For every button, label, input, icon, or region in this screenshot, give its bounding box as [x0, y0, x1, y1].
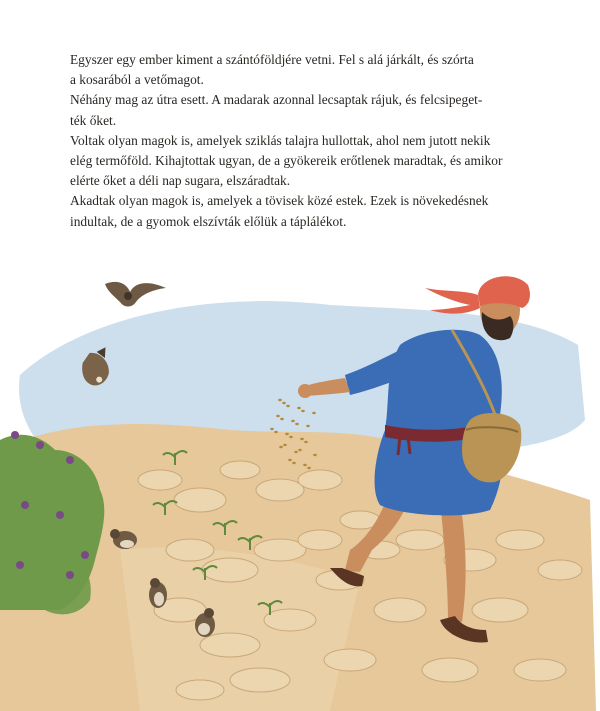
seed — [312, 412, 316, 414]
rock — [230, 668, 290, 692]
seed — [307, 467, 311, 469]
seed — [291, 420, 295, 422]
rock — [264, 609, 316, 631]
seed — [282, 402, 286, 404]
seed — [301, 410, 305, 412]
seed — [292, 462, 296, 464]
seed — [304, 441, 308, 443]
text-line: Néhány mag az útra esett. A madarak azonnal lecsaptak rájuk, és felcsipeget- — [70, 92, 483, 108]
rock — [324, 649, 376, 671]
text-line: a kosarából a vetőmagot. — [70, 72, 204, 88]
text-line: ték őket. — [70, 112, 117, 128]
thistle-flower — [56, 511, 64, 519]
thistle-flower — [21, 501, 29, 509]
paragraph-4 — [56, 191, 546, 231]
text-line: elég termőföld. Kihajtottak ugyan, de a gyökereik erőtlenek maradtak, és amikor — [70, 153, 503, 169]
seed — [288, 459, 292, 461]
seed — [295, 423, 299, 425]
rock — [374, 598, 426, 622]
seed — [289, 436, 293, 438]
rock — [496, 530, 544, 550]
seed — [278, 399, 282, 401]
rock — [256, 479, 304, 501]
paragraph-1 — [56, 50, 546, 90]
rock — [138, 470, 182, 490]
seed — [276, 415, 280, 417]
rock — [220, 461, 260, 479]
thistle-flower — [81, 551, 89, 559]
seed — [297, 407, 301, 409]
text-line: Voltak olyan magok is, amelyek sziklás talajra hullottak, ahol nem jutott nekik — [70, 132, 491, 148]
thistle-flower — [36, 441, 44, 449]
rock — [298, 530, 342, 550]
thistle-flower — [66, 456, 74, 464]
seed — [285, 433, 289, 435]
seed — [300, 438, 304, 440]
rock — [538, 560, 582, 580]
thistle-flower — [16, 561, 24, 569]
rock — [200, 633, 260, 657]
seed — [283, 444, 287, 446]
rock — [174, 488, 226, 512]
seed — [298, 449, 302, 451]
seed — [279, 446, 283, 448]
sower-illustration — [0, 250, 600, 711]
text-line: Akadtak olyan magok is, amelyek a tövisek közé estek. Ezek is növekedésnek — [70, 193, 489, 209]
thistle-flower — [11, 431, 19, 439]
text-line: Egyszer egy ember kiment a szántóföldjére vetni. Fel s alá járkált, és szórta — [70, 52, 474, 67]
text-line: indultak, de a gyomok elszívták előlük a táplálékot. — [70, 213, 347, 229]
rock — [176, 680, 224, 700]
thistle-flower — [66, 571, 74, 579]
rock — [472, 598, 528, 622]
rock — [514, 659, 566, 681]
rock — [166, 539, 214, 561]
sparrow-icon — [105, 282, 166, 307]
seed — [313, 454, 317, 456]
paragraph-2 — [56, 90, 546, 130]
seed — [274, 431, 278, 433]
seed — [270, 428, 274, 430]
seed — [286, 405, 290, 407]
seed — [306, 425, 310, 427]
seed — [294, 451, 298, 453]
seed — [280, 418, 284, 420]
seed — [303, 464, 307, 466]
rock — [202, 558, 258, 582]
text-line: elérte őket a déli nap sugara, elszáradtak. — [70, 173, 291, 189]
story-text — [56, 50, 546, 232]
rock — [422, 658, 478, 682]
rock — [396, 530, 444, 550]
paragraph-3 — [56, 131, 546, 192]
rock — [298, 470, 342, 490]
